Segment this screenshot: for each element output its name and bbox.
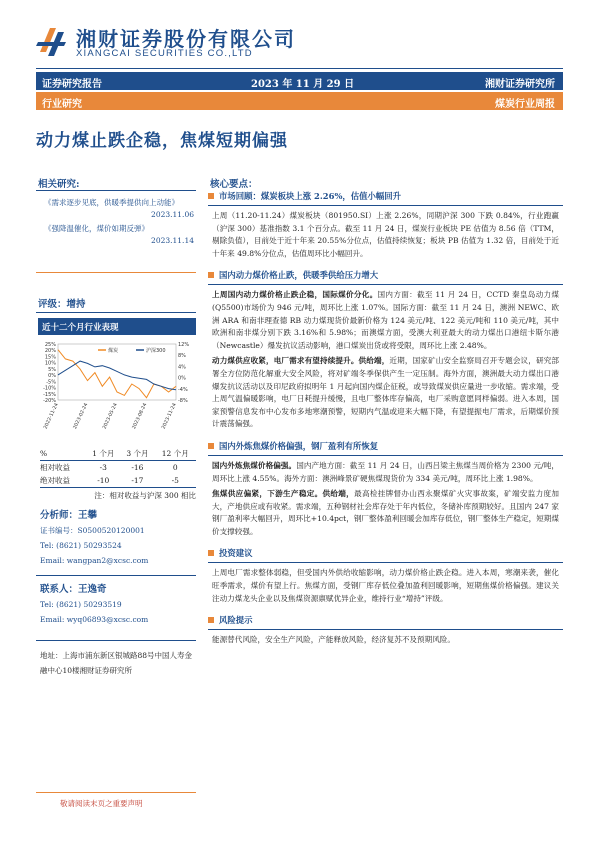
legend-label: 沪深300 (146, 348, 166, 354)
section-paragraph (208, 210, 563, 263)
left-tick-label: -15% (43, 391, 56, 398)
section-bullet-icon (208, 272, 214, 278)
report-category: 行业研究 (42, 99, 82, 110)
left-tick-label: 25% (44, 342, 56, 348)
left-tick-label: 10% (44, 360, 56, 367)
sidebar-divider (36, 575, 196, 576)
section-divider (208, 455, 563, 456)
sidebar-divider (36, 792, 196, 793)
header-divider (36, 68, 563, 69)
table-cell: 绝对收益 (40, 476, 70, 485)
left-tick-label: -5% (46, 379, 56, 386)
section-divider (208, 562, 563, 563)
right-tick-label: -8% (178, 398, 188, 404)
report-series: 煤炭行业周报 (495, 99, 555, 110)
section-paragraph (208, 488, 563, 541)
section-title (208, 547, 563, 559)
content-section (208, 614, 563, 650)
paragraph-text: 近期，国家矿山安全监察局召开专题会议，研究部署全方位防范化解重大安全风险，将对矿端冬季保供产生一定压制。海外方面，澳洲最大动力煤出口港爆发抗议活动以及印尼政府拟明年 1 月起向国内煤企征税，或导致煤炭供应量进一步收缩。需求端，受上周气温偏暖影响，电厂日耗提升缓慢，且电厂整体库存偏高，电厂采购意愿同样偏弱。进入本周，国家预警信息发布中心发布多地寒潮预警，短期内气温或迎来大幅下降，有望提振电厂需求，后期煤价预计震荡偏强。 (212, 356, 560, 429)
related-item-date: 2023.11.06 (151, 210, 194, 219)
section-paragraph (208, 289, 563, 355)
series-line-0 (58, 350, 176, 398)
section-bullet-icon (208, 443, 214, 449)
content-section (208, 440, 563, 542)
section-title (208, 440, 563, 452)
chart-heading: 近十二个月行业表现 (38, 318, 196, 335)
report-type: 证券研究报告 (42, 79, 102, 90)
analyst-info (40, 508, 196, 568)
paragraph-lead: 上周国内动力煤价格止跌企稳，国际煤价分化。 (212, 290, 378, 300)
content-section (208, 547, 563, 608)
report-date: 2023 年 11 月 29 日 (251, 79, 355, 90)
paragraph-text: 上周电厂需求整体弱稳，但受国内外供给收缩影响，动力煤价格止跌企稳。进入本周，寒潮来袭，催化旺季需求，煤价有望上行。焦煤方面，受钢厂库存低位叠加盈利回暖影响，短期焦煤价格偏强。建议关注动力煤龙头企业以及焦煤资源禀赋优异企业，维持行业“增持”评级。 (212, 568, 559, 603)
section-title (208, 190, 563, 202)
left-tick-label: -10% (43, 385, 56, 392)
section-title-text: 国内外炼焦煤价格偏强，钢厂盈利有所恢复 (219, 440, 379, 451)
related-item[interactable] (44, 223, 194, 247)
right-tick-label: 4% (178, 364, 186, 371)
section-title-text: 风险提示 (219, 615, 253, 626)
section-title-text: 国内动力煤价格止跌，供暖季供给压力增大 (219, 270, 379, 281)
related-item-date: 2023.11.14 (151, 236, 194, 245)
paragraph-text: 国内方面：截至 11 月 24 日，CCTD 秦皇岛动力煤(Q5500)市场价为 946 元/吨，周环比上涨 1.07%。国际方面：截至 11 月 24 日，澳洲 NEWC、欧洲 ARA 和南非理查德 RB 动力煤现货价最新价格为 124 美元/吨、122 美元/吨和 110 美元/吨，其中欧洲和南非煤分别下跌 3.16%和 5.98%；而澳煤方面，受澳大利亚最大的动力煤出口港纽卡斯尔港（Newcastle）爆发抗议活动影响，港口煤炭出货或将受限，周环比上涨 2.48%。 (212, 290, 559, 350)
contact-name: 联系人：王逸奇 (40, 584, 107, 595)
sidebar-divider (36, 640, 196, 641)
table-header-row (40, 447, 196, 461)
report-title: 动力煤止跌企稳，焦煤短期偏强 (36, 131, 288, 151)
right-tick-label: 0% (178, 375, 186, 382)
section-title-text: 市场回顾：煤炭板块上涨 2.26%，估值小幅回升 (219, 191, 402, 201)
right-tick-label: 8% (178, 353, 186, 360)
table-header-cell: 12 个月 (161, 449, 189, 458)
section-bullet-icon (208, 617, 214, 623)
related-item[interactable] (44, 197, 194, 221)
sidebar-divider (36, 190, 196, 191)
left-tick-label: -20% (43, 398, 56, 404)
table-cell: -10 (97, 476, 110, 485)
section-paragraph (208, 460, 563, 488)
institute-name: 湘财证券研究所 (485, 79, 555, 90)
performance-table (40, 447, 196, 488)
section-divider (208, 205, 563, 206)
related-research-heading: 相关研究: (38, 179, 80, 190)
related-item-title: 《强降温催化，煤价如期反弹》 (44, 224, 149, 233)
section-title (208, 269, 563, 281)
company-logo-icon (36, 22, 70, 60)
section-divider (208, 284, 563, 285)
analyst-email[interactable]: Email: wangpan2@xcsc.com (40, 556, 149, 565)
section-title-text: 投资建议 (219, 548, 253, 559)
sidebar-divider (36, 272, 196, 273)
paragraph-text: 上周（11.20-11.24）煤炭板块（801950.SI）上涨 2.26%，同期沪深 300 下跌 0.84%，行业跑赢（沪深 300）基准指数 3.1 个百分点。截至 11 月 24 日，煤炭行业板块 PE 估值为 8.56 倍（TTM，剔除负值），目前处于近十年来 20.55%分位点，估值持续恢复；板块 PB 估值为 1.32 倍，目前处于近十年来 49.8%分位点，估值周环比小幅回升。 (212, 211, 559, 258)
contact-tel: Tel: (8621) 50293519 (40, 600, 122, 609)
section-bullet-icon (208, 550, 214, 556)
table-cell: -17 (131, 476, 144, 485)
disclaimer-note[interactable]: 敬请阅读末页之重要声明 (60, 799, 143, 808)
analyst-tel: Tel: (8621) 50293524 (40, 541, 122, 550)
paragraph-text: 能源替代风险，安全生产风险，产能释放风险，经济复苏不及预期风险。 (212, 635, 455, 645)
performance-chart (36, 338, 198, 438)
contact-info (40, 582, 196, 627)
x-tick-label: 2022-11-24 (43, 402, 60, 431)
section-paragraph (208, 634, 563, 650)
sidebar-divider (36, 312, 196, 313)
x-tick-label: 2023-08-24 (131, 402, 149, 431)
paragraph-text: 国内产地方面：截至 11 月 24 日，山西吕梁主焦煤当周价格为 2300 元/吨，周环比上涨 4.55%。海外方面：澳洲峰景矿硬焦煤现货价为 334 美元/吨，周环比上涨 1.98%。 (212, 460, 559, 483)
core-points-heading: 核心要点： (210, 179, 258, 190)
left-tick-label: 5% (48, 366, 56, 373)
contact-email[interactable]: Email: wyq06893@xcsc.com (40, 615, 149, 624)
section-bullet-icon (208, 193, 214, 199)
paragraph-lead: 国内外炼焦煤价格偏强。 (212, 460, 297, 470)
series-line-1 (58, 361, 176, 390)
right-tick-label: -4% (178, 386, 188, 393)
right-tick-label: 12% (178, 342, 190, 348)
section-divider (208, 629, 563, 630)
x-tick-label: 2023-05-24 (102, 402, 119, 431)
section-paragraph (208, 355, 563, 434)
table-cell: -5 (171, 476, 179, 485)
main-content (208, 190, 563, 656)
header-bar-secondary (36, 92, 563, 110)
left-tick-label: 20% (44, 348, 56, 355)
related-list (44, 197, 194, 247)
paragraph-lead: 焦煤供应偏紧，下游生产稳定。供给端， (212, 489, 355, 499)
header-bar-primary (36, 72, 563, 90)
section-paragraph (208, 567, 563, 608)
section-title (208, 614, 563, 626)
x-tick-label: 2023-02-24 (72, 402, 90, 431)
x-tick-label: 2023-11-24 (161, 402, 178, 431)
table-header-cell: % (40, 449, 48, 458)
analyst-cert: 证书编号：S0500520120001 (40, 526, 145, 535)
perf-note: 注：相对收益与沪深 300 相比 (94, 491, 196, 500)
company-name-cn: 湘财证券股份有限公司 (76, 29, 296, 51)
table-cell: 相对收益 (40, 463, 70, 472)
paragraph-lead: 动力煤供应收紧，电厂需求有望持续提升。供给端， (212, 356, 390, 366)
rating-label: 评级：增持 (38, 299, 86, 310)
table-cell: 0 (172, 463, 178, 472)
paragraph-text: 最高检挂牌督办山西永聚煤矿火灾事故案，矿端安监力度加大，产地供应或有收紧。需求端，五种钢材社会库存处于年内低位，冬储补库预期较好。且国内 247 家钢厂盈利率大幅回升，周环比+10.4pct，钢厂整体盈利回暖会加库存低位，钢厂整体生产稳定，短期煤价支撑较强。 (212, 489, 559, 536)
company-name-en: XIANGCAI SECURITIES CO.,LTD (76, 48, 253, 59)
content-section (208, 269, 563, 434)
table-header-cell: 3 个月 (126, 449, 149, 458)
left-tick-label: 0% (48, 373, 56, 380)
legend-label: 煤炭 (108, 348, 119, 354)
table-row (40, 474, 196, 488)
table-row (40, 461, 196, 475)
left-tick-label: 15% (44, 354, 56, 361)
table-cell: -3 (99, 463, 107, 472)
table-cell: -16 (131, 463, 144, 472)
related-item-title: 《需求逐步见底，供暖季提供向上动能》 (44, 198, 179, 207)
table-header-cell: 1 个月 (92, 449, 115, 458)
address: 地址：上海市浦东新区银城路88号中国人寿金融中心10楼湘财证券研究所 (40, 651, 193, 675)
analyst-name: 分析师：王攀 (40, 510, 98, 521)
content-section (208, 190, 563, 263)
